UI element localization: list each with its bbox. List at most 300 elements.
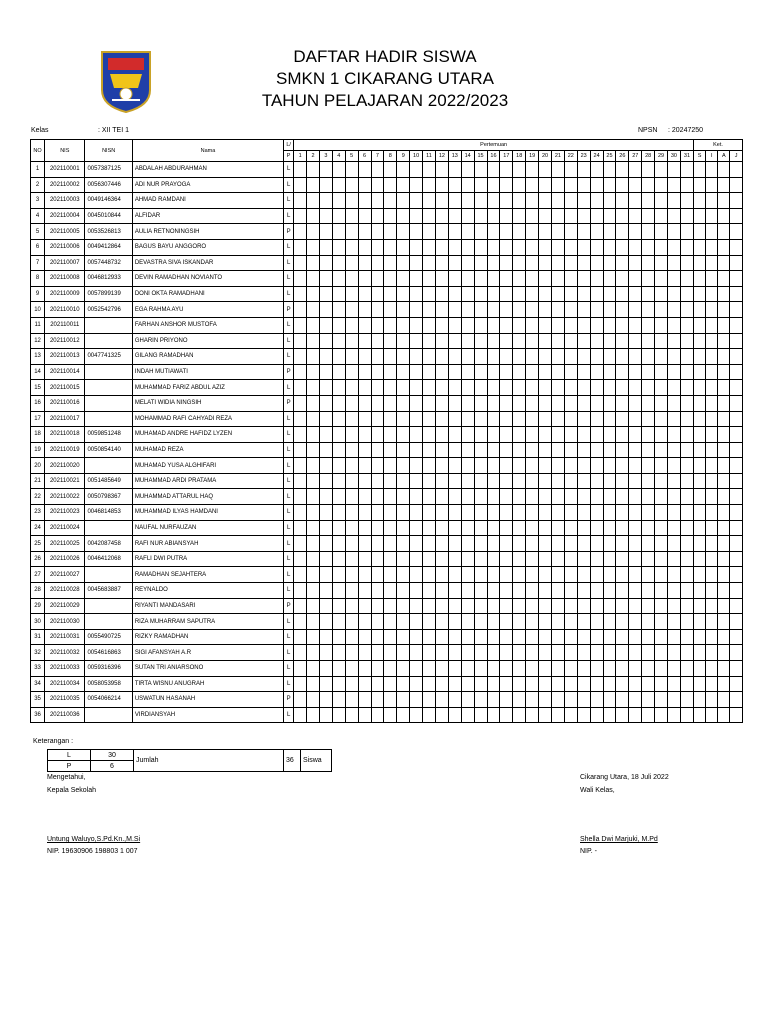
attendance-cell[interactable]: [371, 349, 384, 365]
attendance-cell[interactable]: [680, 707, 693, 723]
attendance-cell[interactable]: [642, 427, 655, 443]
attendance-cell[interactable]: [577, 645, 590, 661]
attendance-cell[interactable]: [423, 567, 436, 583]
attendance-cell[interactable]: [345, 567, 358, 583]
attendance-cell[interactable]: [539, 692, 552, 708]
attendance-cell[interactable]: [577, 162, 590, 178]
attendance-cell[interactable]: [616, 239, 629, 255]
attendance-cell[interactable]: [448, 427, 461, 443]
attendance-cell[interactable]: [474, 255, 487, 271]
attendance-cell[interactable]: [564, 614, 577, 630]
attendance-cell[interactable]: [655, 520, 668, 536]
attendance-cell[interactable]: [358, 302, 371, 318]
attendance-cell[interactable]: [332, 224, 345, 240]
attendance-cell[interactable]: [448, 364, 461, 380]
attendance-cell[interactable]: [564, 208, 577, 224]
attendance-cell[interactable]: [590, 333, 603, 349]
attendance-cell[interactable]: [319, 551, 332, 567]
attendance-cell[interactable]: [448, 271, 461, 287]
attendance-cell[interactable]: [655, 411, 668, 427]
attendance-cell[interactable]: [513, 255, 526, 271]
attendance-cell[interactable]: [513, 442, 526, 458]
attendance-cell[interactable]: [307, 458, 320, 474]
attendance-cell[interactable]: [487, 489, 500, 505]
attendance-cell[interactable]: [526, 224, 539, 240]
attendance-cell[interactable]: [461, 302, 474, 318]
attendance-cell[interactable]: [345, 271, 358, 287]
attendance-cell[interactable]: [461, 349, 474, 365]
attendance-cell[interactable]: [539, 458, 552, 474]
attendance-cell[interactable]: [332, 676, 345, 692]
attendance-cell[interactable]: [642, 208, 655, 224]
attendance-cell[interactable]: [603, 333, 616, 349]
attendance-cell[interactable]: [603, 614, 616, 630]
attendance-cell[interactable]: [332, 567, 345, 583]
attendance-cell[interactable]: [590, 551, 603, 567]
attendance-cell[interactable]: [384, 239, 397, 255]
attendance-cell[interactable]: [319, 380, 332, 396]
attendance-cell[interactable]: [487, 380, 500, 396]
attendance-cell[interactable]: [345, 676, 358, 692]
attendance-cell[interactable]: [680, 177, 693, 193]
attendance-cell[interactable]: [474, 395, 487, 411]
attendance-cell[interactable]: [423, 489, 436, 505]
attendance-cell[interactable]: [667, 427, 680, 443]
attendance-cell[interactable]: [461, 473, 474, 489]
attendance-cell[interactable]: [551, 614, 564, 630]
ket-cell[interactable]: [718, 333, 730, 349]
attendance-cell[interactable]: [358, 707, 371, 723]
attendance-cell[interactable]: [397, 271, 410, 287]
ket-cell[interactable]: [730, 317, 743, 333]
attendance-cell[interactable]: [564, 286, 577, 302]
attendance-cell[interactable]: [423, 224, 436, 240]
attendance-cell[interactable]: [319, 317, 332, 333]
attendance-cell[interactable]: [397, 286, 410, 302]
attendance-cell[interactable]: [680, 333, 693, 349]
attendance-cell[interactable]: [603, 271, 616, 287]
attendance-cell[interactable]: [590, 208, 603, 224]
attendance-cell[interactable]: [603, 286, 616, 302]
attendance-cell[interactable]: [680, 520, 693, 536]
attendance-cell[interactable]: [384, 193, 397, 209]
attendance-cell[interactable]: [590, 442, 603, 458]
attendance-cell[interactable]: [461, 614, 474, 630]
attendance-cell[interactable]: [551, 286, 564, 302]
ket-cell[interactable]: [730, 442, 743, 458]
attendance-cell[interactable]: [448, 583, 461, 599]
attendance-cell[interactable]: [397, 551, 410, 567]
ket-cell[interactable]: [694, 193, 706, 209]
attendance-cell[interactable]: [319, 349, 332, 365]
attendance-cell[interactable]: [629, 614, 642, 630]
attendance-cell[interactable]: [590, 271, 603, 287]
attendance-cell[interactable]: [294, 707, 307, 723]
attendance-cell[interactable]: [667, 707, 680, 723]
attendance-cell[interactable]: [461, 427, 474, 443]
attendance-cell[interactable]: [410, 489, 423, 505]
attendance-cell[interactable]: [397, 676, 410, 692]
attendance-cell[interactable]: [564, 239, 577, 255]
attendance-cell[interactable]: [487, 224, 500, 240]
attendance-cell[interactable]: [513, 427, 526, 443]
ket-cell[interactable]: [718, 661, 730, 677]
attendance-cell[interactable]: [410, 411, 423, 427]
attendance-cell[interactable]: [526, 505, 539, 521]
attendance-cell[interactable]: [294, 177, 307, 193]
attendance-cell[interactable]: [590, 224, 603, 240]
attendance-cell[interactable]: [603, 411, 616, 427]
attendance-cell[interactable]: [461, 520, 474, 536]
attendance-cell[interactable]: [461, 255, 474, 271]
attendance-cell[interactable]: [551, 302, 564, 318]
attendance-cell[interactable]: [642, 583, 655, 599]
attendance-cell[interactable]: [616, 629, 629, 645]
attendance-cell[interactable]: [294, 458, 307, 474]
attendance-cell[interactable]: [410, 473, 423, 489]
attendance-cell[interactable]: [513, 317, 526, 333]
attendance-cell[interactable]: [461, 598, 474, 614]
attendance-cell[interactable]: [435, 567, 448, 583]
attendance-cell[interactable]: [667, 333, 680, 349]
attendance-cell[interactable]: [423, 364, 436, 380]
attendance-cell[interactable]: [603, 707, 616, 723]
attendance-cell[interactable]: [448, 551, 461, 567]
attendance-cell[interactable]: [294, 536, 307, 552]
attendance-cell[interactable]: [590, 395, 603, 411]
attendance-cell[interactable]: [513, 629, 526, 645]
attendance-cell[interactable]: [410, 286, 423, 302]
attendance-cell[interactable]: [629, 395, 642, 411]
attendance-cell[interactable]: [461, 224, 474, 240]
ket-cell[interactable]: [718, 208, 730, 224]
ket-cell[interactable]: [718, 692, 730, 708]
ket-cell[interactable]: [706, 349, 718, 365]
attendance-cell[interactable]: [500, 661, 513, 677]
attendance-cell[interactable]: [307, 505, 320, 521]
attendance-cell[interactable]: [629, 583, 642, 599]
attendance-cell[interactable]: [500, 349, 513, 365]
ket-cell[interactable]: [694, 629, 706, 645]
ket-cell[interactable]: [694, 458, 706, 474]
attendance-cell[interactable]: [397, 208, 410, 224]
attendance-cell[interactable]: [332, 333, 345, 349]
attendance-cell[interactable]: [603, 177, 616, 193]
attendance-cell[interactable]: [448, 302, 461, 318]
attendance-cell[interactable]: [397, 239, 410, 255]
attendance-cell[interactable]: [616, 598, 629, 614]
attendance-cell[interactable]: [500, 676, 513, 692]
attendance-cell[interactable]: [461, 505, 474, 521]
ket-cell[interactable]: [730, 162, 743, 178]
attendance-cell[interactable]: [294, 317, 307, 333]
attendance-cell[interactable]: [629, 442, 642, 458]
attendance-cell[interactable]: [294, 598, 307, 614]
attendance-cell[interactable]: [319, 395, 332, 411]
attendance-cell[interactable]: [500, 692, 513, 708]
attendance-cell[interactable]: [448, 239, 461, 255]
attendance-cell[interactable]: [423, 442, 436, 458]
attendance-cell[interactable]: [410, 333, 423, 349]
attendance-cell[interactable]: [667, 224, 680, 240]
attendance-cell[interactable]: [332, 442, 345, 458]
attendance-cell[interactable]: [590, 427, 603, 443]
attendance-cell[interactable]: [397, 692, 410, 708]
attendance-cell[interactable]: [616, 536, 629, 552]
attendance-cell[interactable]: [319, 473, 332, 489]
attendance-cell[interactable]: [655, 162, 668, 178]
attendance-cell[interactable]: [590, 676, 603, 692]
ket-cell[interactable]: [718, 193, 730, 209]
attendance-cell[interactable]: [448, 458, 461, 474]
attendance-cell[interactable]: [332, 536, 345, 552]
attendance-cell[interactable]: [307, 162, 320, 178]
attendance-cell[interactable]: [667, 614, 680, 630]
attendance-cell[interactable]: [371, 692, 384, 708]
attendance-cell[interactable]: [319, 286, 332, 302]
ket-cell[interactable]: [706, 661, 718, 677]
attendance-cell[interactable]: [655, 442, 668, 458]
ket-cell[interactable]: [706, 411, 718, 427]
attendance-cell[interactable]: [564, 583, 577, 599]
ket-cell[interactable]: [718, 364, 730, 380]
attendance-cell[interactable]: [461, 661, 474, 677]
attendance-cell[interactable]: [513, 551, 526, 567]
attendance-cell[interactable]: [294, 239, 307, 255]
attendance-cell[interactable]: [461, 489, 474, 505]
attendance-cell[interactable]: [474, 661, 487, 677]
attendance-cell[interactable]: [513, 411, 526, 427]
attendance-cell[interactable]: [474, 208, 487, 224]
attendance-cell[interactable]: [590, 302, 603, 318]
attendance-cell[interactable]: [526, 162, 539, 178]
ket-cell[interactable]: [718, 520, 730, 536]
attendance-cell[interactable]: [487, 458, 500, 474]
attendance-cell[interactable]: [629, 193, 642, 209]
attendance-cell[interactable]: [642, 224, 655, 240]
ket-cell[interactable]: [730, 395, 743, 411]
attendance-cell[interactable]: [371, 427, 384, 443]
attendance-cell[interactable]: [564, 473, 577, 489]
attendance-cell[interactable]: [435, 333, 448, 349]
attendance-cell[interactable]: [655, 302, 668, 318]
attendance-cell[interactable]: [358, 629, 371, 645]
attendance-cell[interactable]: [307, 629, 320, 645]
attendance-cell[interactable]: [655, 255, 668, 271]
attendance-cell[interactable]: [435, 645, 448, 661]
attendance-cell[interactable]: [461, 551, 474, 567]
attendance-cell[interactable]: [616, 661, 629, 677]
attendance-cell[interactable]: [332, 489, 345, 505]
attendance-cell[interactable]: [500, 271, 513, 287]
attendance-cell[interactable]: [642, 692, 655, 708]
attendance-cell[interactable]: [384, 692, 397, 708]
attendance-cell[interactable]: [590, 286, 603, 302]
attendance-cell[interactable]: [423, 411, 436, 427]
attendance-cell[interactable]: [590, 162, 603, 178]
attendance-cell[interactable]: [655, 473, 668, 489]
attendance-cell[interactable]: [500, 505, 513, 521]
attendance-cell[interactable]: [461, 676, 474, 692]
attendance-cell[interactable]: [564, 505, 577, 521]
attendance-cell[interactable]: [667, 286, 680, 302]
attendance-cell[interactable]: [435, 629, 448, 645]
attendance-cell[interactable]: [294, 661, 307, 677]
attendance-cell[interactable]: [358, 427, 371, 443]
attendance-cell[interactable]: [371, 208, 384, 224]
attendance-cell[interactable]: [410, 224, 423, 240]
attendance-cell[interactable]: [526, 239, 539, 255]
attendance-cell[interactable]: [551, 380, 564, 396]
attendance-cell[interactable]: [680, 473, 693, 489]
attendance-cell[interactable]: [448, 224, 461, 240]
attendance-cell[interactable]: [358, 442, 371, 458]
attendance-cell[interactable]: [358, 349, 371, 365]
attendance-cell[interactable]: [526, 707, 539, 723]
attendance-cell[interactable]: [590, 411, 603, 427]
attendance-cell[interactable]: [410, 162, 423, 178]
attendance-cell[interactable]: [319, 583, 332, 599]
ket-cell[interactable]: [706, 520, 718, 536]
attendance-cell[interactable]: [371, 676, 384, 692]
attendance-cell[interactable]: [539, 286, 552, 302]
attendance-cell[interactable]: [435, 317, 448, 333]
attendance-cell[interactable]: [539, 707, 552, 723]
attendance-cell[interactable]: [629, 473, 642, 489]
attendance-cell[interactable]: [539, 536, 552, 552]
attendance-cell[interactable]: [629, 489, 642, 505]
attendance-cell[interactable]: [397, 458, 410, 474]
ket-cell[interactable]: [730, 707, 743, 723]
attendance-cell[interactable]: [345, 692, 358, 708]
attendance-cell[interactable]: [384, 208, 397, 224]
attendance-cell[interactable]: [667, 208, 680, 224]
attendance-cell[interactable]: [461, 442, 474, 458]
ket-cell[interactable]: [730, 224, 743, 240]
ket-cell[interactable]: [718, 551, 730, 567]
attendance-cell[interactable]: [564, 364, 577, 380]
attendance-cell[interactable]: [590, 473, 603, 489]
attendance-cell[interactable]: [513, 614, 526, 630]
attendance-cell[interactable]: [526, 536, 539, 552]
attendance-cell[interactable]: [410, 661, 423, 677]
attendance-cell[interactable]: [577, 489, 590, 505]
attendance-cell[interactable]: [358, 614, 371, 630]
attendance-cell[interactable]: [487, 629, 500, 645]
attendance-cell[interactable]: [667, 692, 680, 708]
attendance-cell[interactable]: [526, 567, 539, 583]
attendance-cell[interactable]: [526, 489, 539, 505]
attendance-cell[interactable]: [345, 505, 358, 521]
attendance-cell[interactable]: [487, 333, 500, 349]
attendance-cell[interactable]: [526, 629, 539, 645]
attendance-cell[interactable]: [474, 364, 487, 380]
attendance-cell[interactable]: [487, 505, 500, 521]
attendance-cell[interactable]: [526, 193, 539, 209]
attendance-cell[interactable]: [294, 395, 307, 411]
attendance-cell[interactable]: [345, 162, 358, 178]
attendance-cell[interactable]: [513, 661, 526, 677]
attendance-cell[interactable]: [435, 583, 448, 599]
attendance-cell[interactable]: [680, 162, 693, 178]
attendance-cell[interactable]: [526, 458, 539, 474]
attendance-cell[interactable]: [539, 567, 552, 583]
attendance-cell[interactable]: [539, 411, 552, 427]
ket-cell[interactable]: [694, 395, 706, 411]
ket-cell[interactable]: [730, 411, 743, 427]
attendance-cell[interactable]: [526, 177, 539, 193]
attendance-cell[interactable]: [371, 629, 384, 645]
attendance-cell[interactable]: [397, 567, 410, 583]
ket-cell[interactable]: [718, 255, 730, 271]
attendance-cell[interactable]: [564, 411, 577, 427]
attendance-cell[interactable]: [590, 349, 603, 365]
ket-cell[interactable]: [706, 193, 718, 209]
attendance-cell[interactable]: [410, 380, 423, 396]
attendance-cell[interactable]: [539, 442, 552, 458]
attendance-cell[interactable]: [680, 629, 693, 645]
attendance-cell[interactable]: [448, 536, 461, 552]
attendance-cell[interactable]: [655, 505, 668, 521]
attendance-cell[interactable]: [345, 364, 358, 380]
attendance-cell[interactable]: [423, 473, 436, 489]
attendance-cell[interactable]: [642, 629, 655, 645]
attendance-cell[interactable]: [345, 427, 358, 443]
attendance-cell[interactable]: [513, 239, 526, 255]
attendance-cell[interactable]: [332, 255, 345, 271]
attendance-cell[interactable]: [642, 193, 655, 209]
attendance-cell[interactable]: [655, 364, 668, 380]
attendance-cell[interactable]: [410, 427, 423, 443]
attendance-cell[interactable]: [371, 661, 384, 677]
attendance-cell[interactable]: [500, 395, 513, 411]
attendance-cell[interactable]: [294, 442, 307, 458]
attendance-cell[interactable]: [577, 177, 590, 193]
ket-cell[interactable]: [706, 583, 718, 599]
attendance-cell[interactable]: [423, 645, 436, 661]
attendance-cell[interactable]: [655, 614, 668, 630]
attendance-cell[interactable]: [474, 520, 487, 536]
ket-cell[interactable]: [694, 645, 706, 661]
attendance-cell[interactable]: [603, 505, 616, 521]
attendance-cell[interactable]: [474, 239, 487, 255]
attendance-cell[interactable]: [667, 317, 680, 333]
attendance-cell[interactable]: [397, 473, 410, 489]
attendance-cell[interactable]: [500, 645, 513, 661]
attendance-cell[interactable]: [539, 520, 552, 536]
attendance-cell[interactable]: [487, 567, 500, 583]
ket-cell[interactable]: [706, 380, 718, 396]
attendance-cell[interactable]: [642, 333, 655, 349]
ket-cell[interactable]: [694, 411, 706, 427]
attendance-cell[interactable]: [371, 411, 384, 427]
attendance-cell[interactable]: [629, 707, 642, 723]
attendance-cell[interactable]: [461, 380, 474, 396]
attendance-cell[interactable]: [461, 629, 474, 645]
attendance-cell[interactable]: [513, 505, 526, 521]
attendance-cell[interactable]: [435, 442, 448, 458]
attendance-cell[interactable]: [629, 458, 642, 474]
attendance-cell[interactable]: [590, 692, 603, 708]
attendance-cell[interactable]: [410, 567, 423, 583]
attendance-cell[interactable]: [319, 505, 332, 521]
attendance-cell[interactable]: [371, 505, 384, 521]
attendance-cell[interactable]: [410, 193, 423, 209]
attendance-cell[interactable]: [500, 583, 513, 599]
attendance-cell[interactable]: [294, 583, 307, 599]
attendance-cell[interactable]: [500, 567, 513, 583]
attendance-cell[interactable]: [616, 395, 629, 411]
